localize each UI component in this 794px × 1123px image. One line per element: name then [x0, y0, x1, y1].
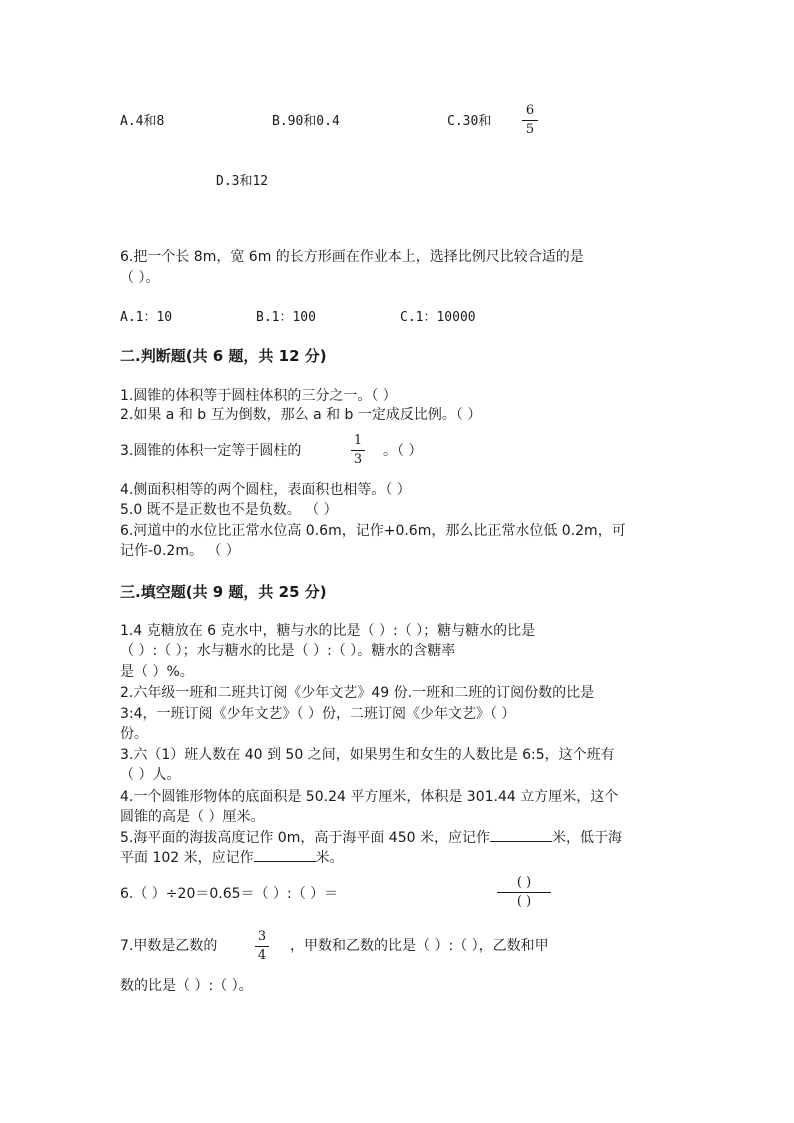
section-2-title: 二.判断题(共 6 题，共 12 分)	[120, 347, 327, 365]
fill-q5-blank-2	[254, 849, 316, 862]
judgment-q5: 5.0 既不是正数也不是负数。 （ ）	[120, 502, 338, 518]
fraction-denominator: ( )	[516, 894, 532, 909]
judgment-q6-line-1: 6.河道中的水位比正常水位高 0.6m，记作+0.6m，那么比正常水位低 0.2m，可	[120, 523, 626, 539]
option-a: A.4和8	[120, 114, 165, 129]
judgment-q1: 1.圆锥的体积等于圆柱体积的三分之一。（ ）	[120, 388, 397, 404]
fill-q6-text: 6.（ ）÷20＝0.65＝（ ）:（ ）＝	[120, 886, 339, 902]
fraction-numerator: 6	[525, 103, 535, 118]
fill-q5-text-c: 平面 102 米，应记作	[120, 850, 254, 866]
fraction-bar	[497, 892, 551, 893]
fill-q1-line-2: （ ）:（ ）；水与糖水的比是（ ）:（ ）。糖水的含糖率	[120, 643, 456, 659]
fill-q5-line-1	[120, 828, 622, 848]
judgment-q4: 4.侧面积相等的两个圆柱，表面积也相等。（ ）	[120, 482, 411, 498]
fill-q2-line-3: 份。	[120, 726, 148, 742]
judgment-q3-fraction	[351, 434, 365, 467]
fraction-denominator: 4	[257, 948, 267, 963]
judgment-q6-line-2: 记作-0.2m。 （ ）	[120, 543, 240, 559]
fill-q5-text-b: 米，低于海	[551, 830, 622, 846]
question-6-option-a: A.1：10	[120, 310, 173, 325]
fill-q6-fraction	[497, 876, 551, 909]
fill-q5-text-a: 5.海平面的海拔高度记作 0m，高于海平面 450 米，应记作	[120, 830, 490, 846]
judgment-q3-text: 3.圆锥的体积一定等于圆柱的	[120, 443, 302, 459]
section-3-title: 三.填空题(共 9 题，共 25 分)	[120, 583, 327, 601]
fill-q2-line-2: 3:4，一班订阅《少年文艺》（ ）份，二班订阅《少年文艺》（ ）	[120, 706, 516, 722]
fill-q1-line-1: 1.4 克糖放在 6 克水中，糖与水的比是（ ）:（ ）；糖与糖水的比是	[120, 623, 536, 639]
fraction-bar	[522, 120, 538, 121]
judgment-q3-answer: 。（ ）	[383, 443, 423, 459]
fraction-denominator: 3	[353, 452, 363, 467]
fill-q2-line-1: 2.六年级一班和二班共订阅《少年文艺》49 份.一班和二班的订阅份数的比是	[120, 685, 595, 701]
fill-q4-line-2: 圆锥的高是（ ）厘米。	[120, 809, 265, 825]
fill-q5-blank-1	[490, 829, 552, 842]
question-6-option-c: C.1：10000	[400, 310, 476, 325]
fill-q3-line-2: （ ）人。	[120, 767, 181, 783]
fraction-bar	[255, 946, 269, 947]
option-c-fraction	[522, 104, 538, 137]
fill-q1-line-3: 是（ ）%。	[120, 664, 194, 680]
option-c: C.30和	[447, 114, 492, 129]
question-6-line-1: 6.把一个长 8m，宽 6m 的长方形画在作业本上，选择比例尺比较合适的是	[120, 249, 584, 265]
fraction-bar	[351, 450, 365, 451]
fill-q7-line-2: 数的比是（ ）:（ ）。	[120, 978, 253, 994]
fill-q7-fraction	[255, 930, 269, 963]
fill-q5-text-d: 米。	[315, 850, 344, 866]
question-6-line-2: （ ）。	[120, 270, 160, 286]
fill-q4-line-1: 4.一个圆锥形物体的底面积是 50.24 平方厘米，体积是 301.44 立方厘米，这个	[120, 789, 619, 805]
fraction-numerator: 1	[353, 433, 363, 448]
judgment-q2: 2.如果 a 和 b 互为倒数，那么 a 和 b 一定成反比例。（ ）	[120, 407, 482, 423]
fill-q7-text: 7.甲数是乙数的	[120, 938, 218, 954]
fill-q7-text-continued: ，甲数和乙数的比是（ ）:（ ），乙数和甲	[290, 938, 549, 954]
fraction-numerator: 3	[257, 929, 267, 944]
fraction-denominator: 5	[525, 122, 535, 137]
option-b: B.90和0.4	[272, 114, 340, 129]
fill-q3-line-1: 3.六（1）班人数在 40 到 50 之间，如果男生和女生的人数比是 6:5，这个班有	[120, 747, 615, 763]
fraction-numerator: ( )	[516, 875, 532, 890]
option-d: D.3和12	[216, 174, 269, 189]
fill-q5-line-2	[120, 848, 344, 868]
question-6-option-b: B.1：100	[256, 310, 316, 325]
